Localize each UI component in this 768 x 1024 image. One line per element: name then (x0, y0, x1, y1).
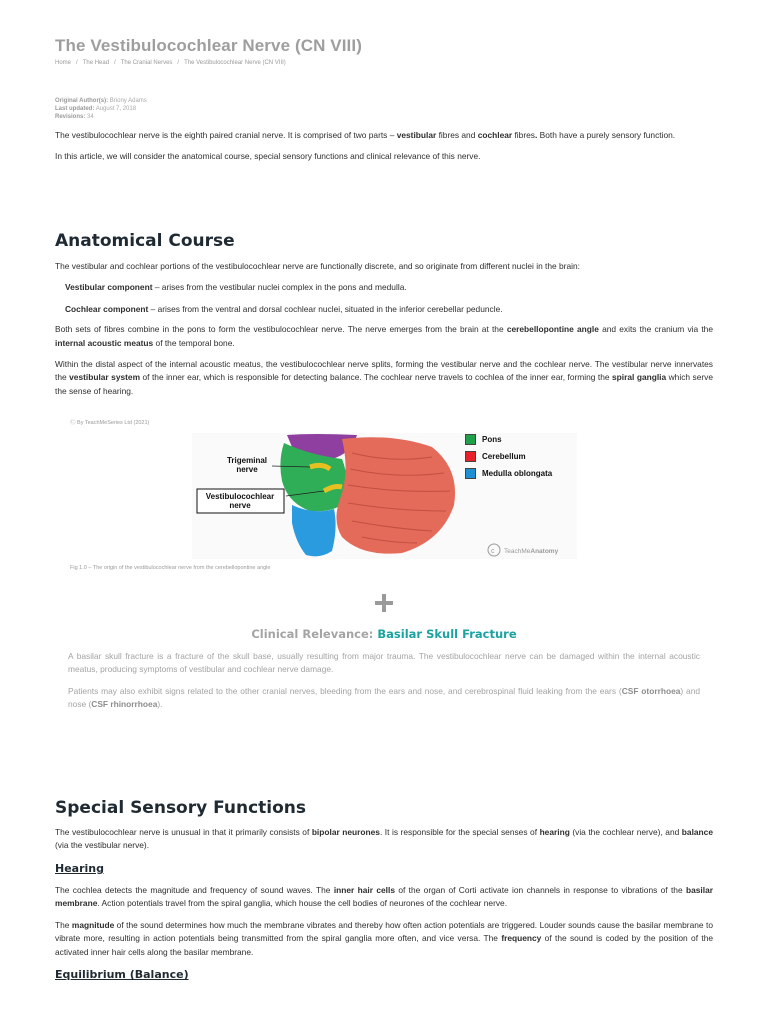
anatomical-course-heading: Anatomical Course (55, 231, 235, 251)
special-section (55, 826, 713, 853)
basilar-skull-fracture-link[interactable]: Basilar Skull Fracture (377, 627, 517, 641)
list-item-vestibular: Vestibular component – arises from the vestibular nuclei complex in the pons and medulla. (65, 282, 407, 293)
legend-swatch-red (465, 451, 476, 462)
clinical-paragraph-2: Patients may also exhibit signs related to the other cranial nerves, bleeding from the ears and nose, and cerebrospinal fluid leaking from the ears (CSF otorrhoea) and nose (CSF rhinorrhoea). (68, 685, 701, 710)
article-meta (55, 97, 147, 121)
page-title: The Vestibulocochlear Nerve (CN VIII) (55, 36, 362, 55)
hearing-paragraph-1: The cochlea detects the magnitude and frequency of sound waves. The inner hair cells of the organ of Corti activate ion channels in response to vibrations of the basilar membrane. Action potentials travel from the spiral ganglia, which house the cell bodies of neurones of the cochlear nerve. (55, 885, 713, 909)
breadcrumb: Home / The Head / The Cranial Nerves / The Vestibulocochlear Nerve (CN VIII) (55, 60, 286, 66)
anatomical-paragraph-1: The vestibular and cochlear portions of the vestibulocochlear nerve are functionally discrete, and so originate from different nuclei in the brain: (55, 261, 580, 271)
legend-swatch-green (465, 434, 476, 445)
hearing-paragraph-2: The magnitude of the sound determines how much the membrane vibrates and thereby how often action potentials are triggered. Louder sounds cause the basilar membrane to vibrate more, resulting in action potentials being transmitted from the spiral ganglia more often, and vice versa. The frequency of the sound is coded by the position of the activated inner hair cells along the basilar membrane. (55, 919, 714, 957)
list-item-cochlear: Cochlear component – arises from the ventral and dorsal cochlear nuclei, situated in the inferior cerebellar peduncle. (65, 303, 503, 314)
legend-item-medulla: Medulla oblongata (465, 468, 552, 479)
special-paragraph-1: The vestibulocochlear nerve is unusual in that it primarily consists of bipolar neurones. It is responsible for the special senses of hearing (via the cochlear nerve), and balance (via the vestibular nerve). (55, 827, 713, 851)
revisions-label: Revisions: (55, 114, 86, 120)
figure-caption: Fig 1.0 – The origin of the vestibulocochlear nerve from the cerebellopontine angle (70, 565, 271, 571)
breadcrumb-head[interactable]: The Head (82, 60, 110, 66)
anatomical-paragraph-2: Both sets of fibres combine in the pons to form the vestibulocochlear nerve. The nerve emerges from the brain at the cerebellopontine angle and exits the cranium via the internal acoustic meatus of the temporal bone. (55, 324, 713, 348)
breadcrumb-home[interactable]: Home (55, 60, 72, 66)
updated-label: Last updated: (55, 106, 95, 112)
clinical-box (68, 650, 700, 712)
figure-copyright: Ⓒ By TeachMeSeries Ltd (2021) (70, 420, 150, 426)
svg-text:c: c (491, 548, 495, 555)
label-trigeminal-line2: nerve (236, 465, 258, 474)
expand-plus-icon[interactable] (375, 594, 393, 612)
breadcrumb-current: The Vestibulocochlear Nerve (CN VIII) (184, 60, 286, 66)
clinical-paragraph-1: A basilar skull fracture is a fracture of the skull base, usually resulting from major trauma. The vestibulocochlear nerve can be damaged within the internal acoustic meatus, producing symptoms of vestibular and cochlear nerve damage. (68, 651, 700, 675)
author-label: Original Author(s): (55, 98, 109, 104)
figure-legend (465, 434, 552, 485)
intro-paragraph-1: The vestibulocochlear nerve is the eighth paired cranial nerve. It is comprised of two parts – vestibular fibres and cochlear fibres. Both have a purely sensory function. (55, 130, 676, 140)
watermark-text: TeachMeAnatomy (504, 548, 559, 555)
author-name[interactable]: Briony Adams (109, 98, 147, 104)
intro-paragraph-2: In this article, we will consider the anatomical course, special sensory functions and clinical relevance of this nerve. (55, 151, 481, 162)
clinical-relevance-title: Clinical Relevance: Basilar Skull Fracture (251, 627, 517, 641)
anatomical-paragraph-3: Within the distal aspect of the internal acoustic meatus, the vestibulocochlear nerve splits, forming the vestibular nerve and the cochlear nerve. The vestibular nerve innervates the vestibular system of the inner ear, which is responsible for detecting balance. The cochlear nerve travels to cochlea of the inner ear, forming the spiral ganglia which serve the sense of hearing. (55, 359, 713, 396)
hearing-section (55, 884, 713, 959)
label-vestibulocochlear-line1: Vestibulocochlear (205, 492, 275, 501)
intro-section (55, 129, 713, 164)
legend-item-cerebellum: Cerebellum (465, 451, 552, 462)
revisions-count[interactable]: 34 (87, 114, 94, 120)
breadcrumb-cranial-nerves[interactable]: The Cranial Nerves (120, 60, 173, 66)
updated-date: August 7, 2018 (95, 106, 137, 112)
label-vestibulocochlear-line2: nerve (229, 501, 251, 510)
legend-swatch-blue (465, 468, 476, 479)
hearing-heading: Hearing (55, 862, 104, 875)
equilibrium-heading: Equilibrium (Balance) (55, 968, 189, 981)
legend-item-pons: Pons (465, 434, 552, 445)
label-trigeminal-line1: Trigeminal (226, 456, 268, 465)
special-sensory-heading: Special Sensory Functions (55, 798, 307, 818)
anatomical-section (55, 260, 713, 398)
